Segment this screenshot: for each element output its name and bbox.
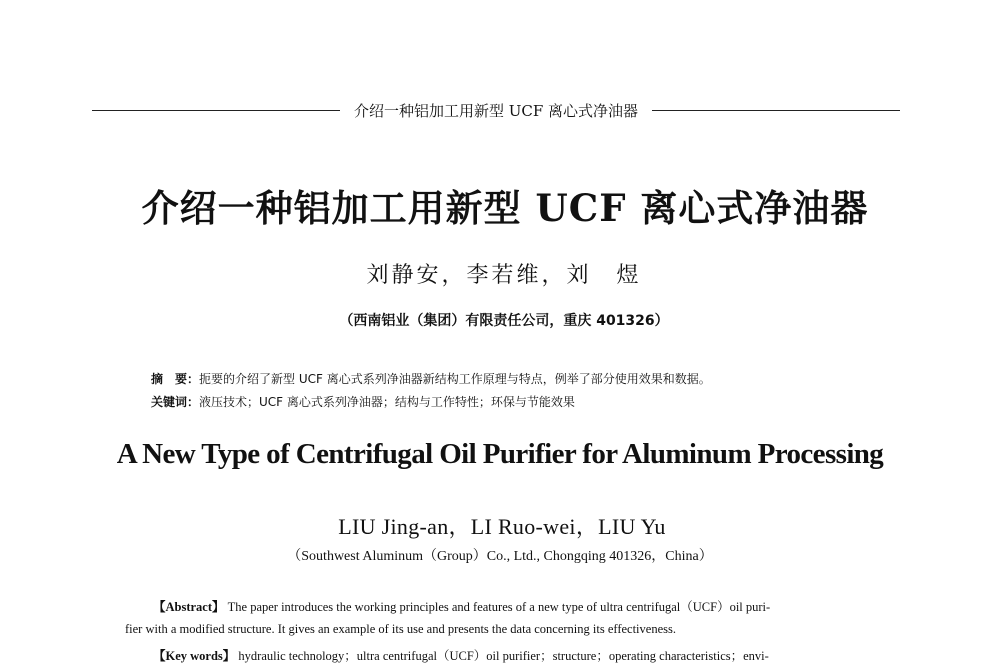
running-header-text: 介绍一种铝加工用新型 UCF 离心式净油器 [353,101,639,120]
affiliation-chinese: （西南铝业（集团）有限责任公司，重庆 401326） [339,313,669,329]
keywords-english-label: 【Key words】 [153,649,236,663]
title-chinese: 介绍一种铝加工用新型 UCF 离心式净油器 [141,186,869,230]
title-english: A New Type of Centrifugal Oil Purifier for Aluminum Processing [116,438,884,470]
abstract-chinese [151,370,711,387]
keywords-english-text: hydraulic technology；ultra centrifugal（UCF）oil purifier；structure；operating characteristics；envi- [238,649,769,663]
abstract-chinese-label: 摘 要： [151,372,200,386]
abstract-chinese-text: 扼要的介绍了新型 UCF 离心式系列净油器新结构工作原理与特点，例举了部分使用效果和数据。 [199,372,711,386]
running-header [92,98,900,122]
header-rule-left [92,110,340,111]
abstract-english-line-2: fier with a modified structure. It gives an example of its use and presents the data concerning its effectiveness. [125,622,676,636]
abstract-english-line-1 [153,597,770,615]
affiliation-english: （Southwest Aluminum（Group）Co., Ltd., Chongqing 401326，China） [287,549,713,564]
header-rule-right [652,110,900,111]
abstract-english-text-1: The paper introduces the working principles and features of a new type of ultra centrifugal（UCF）oil puri- [227,600,771,614]
keywords-chinese-text: 液压技术；UCF 离心式系列净油器；结构与工作特性；环保与节能效果 [199,395,575,409]
keywords-chinese-label: 关键词： [151,395,200,409]
authors-chinese: 刘静安，李若维，刘 煜 [366,263,642,288]
keywords-chinese [151,393,575,410]
keywords-english [153,646,769,664]
abstract-english-label: 【Abstract】 [153,600,225,614]
authors-english: LIU Jing-an，LI Ruo-wei，LIU Yu [338,514,666,539]
